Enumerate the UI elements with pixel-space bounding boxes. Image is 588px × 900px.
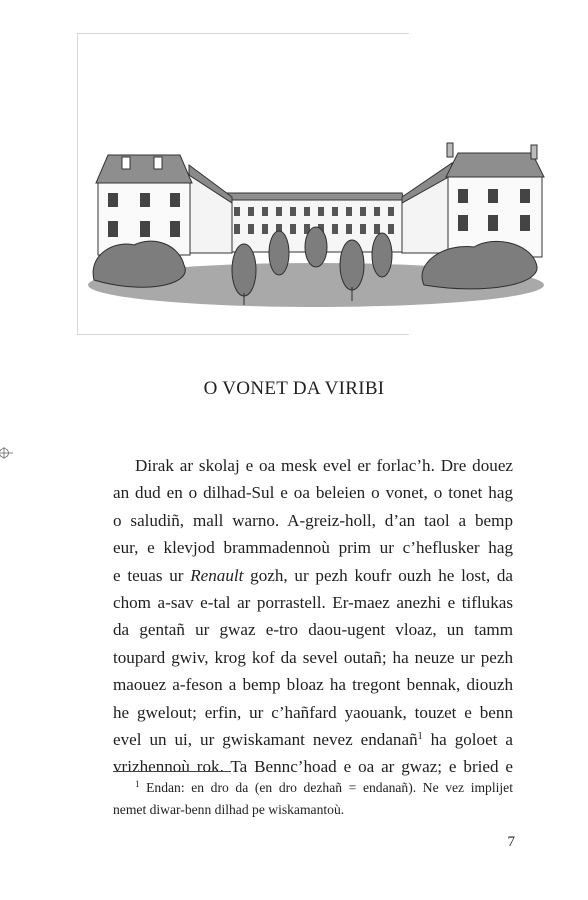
- body-paragraph: [113, 452, 513, 781]
- text-segment: ha goloet a: [422, 730, 513, 750]
- text-segment: gozh, ur pezh koufr ouzh he lost, da: [243, 565, 513, 585]
- text-line: vrizhennoù rok. Ta Bennc’hoad e oa ar gwaz; e bried e: [113, 757, 513, 777]
- chateau-illustration: [84, 135, 549, 310]
- footnote-number: 1: [135, 779, 140, 789]
- text-line: o saludiñ, mall warno. A-greiz-holl, d’an taol a bemp: [113, 510, 513, 530]
- footnote-text: Endan: en dro da (en dro dezhañ = endanañ). Ne vez implijet: [146, 780, 513, 795]
- text-line: maouez a-feson a bemp bloaz ha tregont bennak, diouzh: [113, 675, 513, 695]
- page-number: 7: [507, 834, 515, 850]
- footnote-divider: [113, 771, 231, 772]
- text-segment: evel un ui, ur gwiskamant nevez endanañ: [113, 730, 418, 750]
- text-line: [113, 562, 513, 589]
- text-line: Dirak ar skolaj e oa mesk evel er forlac’h. Dre douez: [135, 456, 513, 475]
- text-line: toupard gwiv, krog kof da sevel outañ; ha neuze ur pezh: [113, 647, 513, 667]
- text-line: [113, 726, 513, 753]
- footnote-line: [113, 777, 513, 799]
- text-segment: e teuas ur: [113, 565, 191, 585]
- footnote-line: nemet diwar-benn dilhad pe wiskamantoù.: [113, 801, 345, 817]
- text-line: chom a-sav e-tal ar porrastell. Er-maez anezhi e tiflukas: [113, 593, 513, 613]
- footnote: [113, 777, 513, 820]
- text-line: he gwelout; erfin, ur c’hañfard yaouank, touzet e benn: [113, 702, 513, 722]
- italic-word: Renault: [190, 565, 244, 585]
- text-line: da gentañ ur gwaz e-tro daou-ugent vloaz, un tamm: [113, 620, 513, 640]
- footnote-reference: 1: [417, 731, 423, 743]
- text-line: eur, e klevjod brammadennoù prim ur c’heflusker hag: [113, 538, 513, 558]
- chapter-title: O VONET DA VIRIBI: [203, 378, 385, 399]
- text-line: an dud en o dilhad-Sul e oa beleien o vonet, o tonet hag: [113, 483, 513, 503]
- crop-mark-icon: [0, 446, 14, 460]
